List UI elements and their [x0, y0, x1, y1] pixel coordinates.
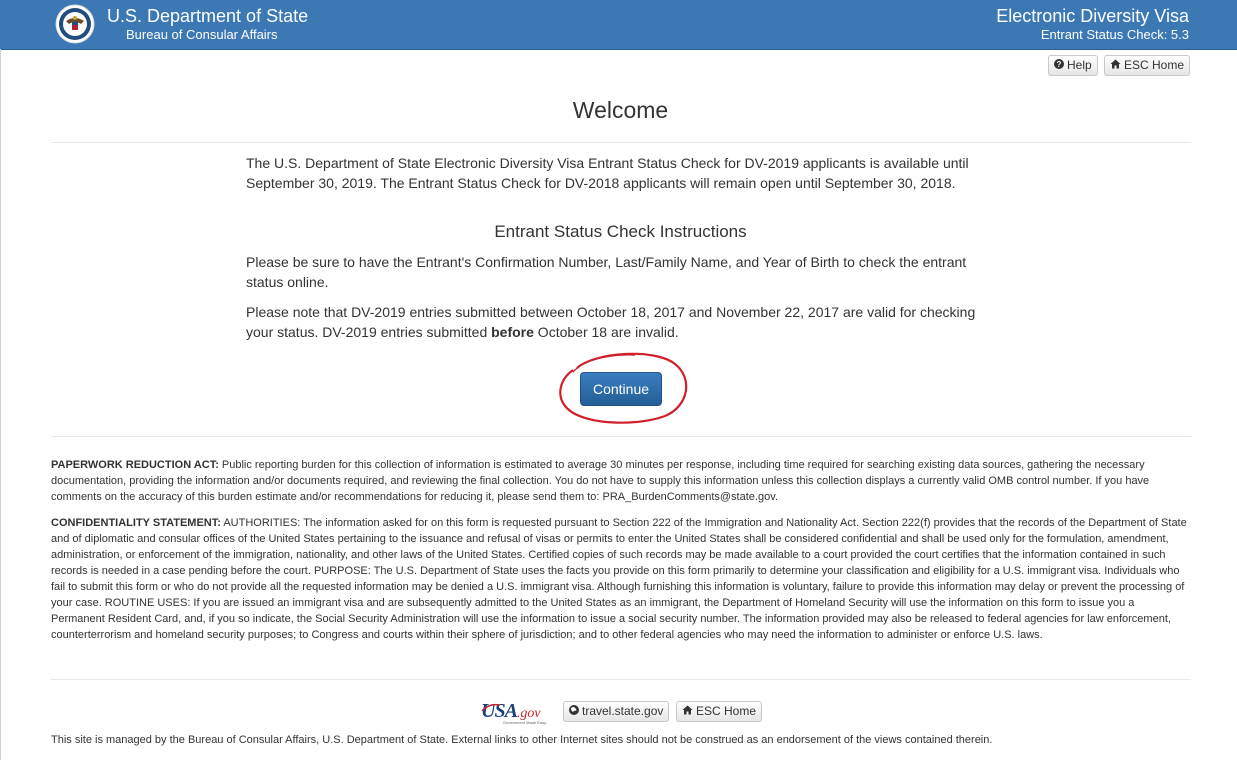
usa-gov-logo-tagline: Government Made Easy: [503, 720, 547, 725]
header-bar: [0, 0, 1237, 50]
footer-note: This site is managed by the Bureau of Consular Affairs, U.S. Department of State. External links to other Internet sites should not be construed as an endorsement of the views contained therein.: [51, 734, 993, 746]
travel-state-gov-label: travel.state.gov: [582, 704, 664, 718]
page-title: Welcome: [572, 97, 669, 123]
state-department-seal-icon[interactable]: [55, 4, 95, 44]
confidentiality-statement-text: AUTHORITIES: The information asked for on this form is requested pursuant to Section 222 of the Immigration and Nationality Act. Section 222(f) provides that the records of the Department of State and of diplomatic and consular offices of the United States pertaining to the issuance and refusal of visas or permits to enter the United States shall be considered confidential and shall be used only for the formulation, amendment, administration, or enforcement of the immigration, nationality, and other laws of the United States. Certified copies of such records may be made available to a court provided the court certifies that the information contained in such records is needed in a case pending before the court. PURPOSE: The U.S. Department of State uses the facts you provide on this form primarily to determine your classification and eligibility for a U.S. immigrant visa. Individuals who fail to submit this form or who do not provide all the requested information may be denied a U.S. immigrant visa. Although furnishing this information is voluntary, failure to provide this information may delay or prevent the processing of your case. ROUTINE USES: If you are issued an immigrant visa and are subsequently admitted to the United States as an immigrant, the Department of Homeland Security will use the information on this form to issue you a Permanent Resident Card, and, if you so indicate, the Social Security Administration will use the information to issue a social security number. The information provided may also be released to federal agencies for law enforcement, counterterrorism and homeland security purposes; to Congress and courts within their sphere of jurisdiction; and to other federal agencies who may need the information to administer or enforce U.S. laws.: [51, 517, 1187, 641]
intro-text: The U.S. Department of State Electronic Diversity Visa Entrant Status Check for DV-2019 applicants is available until September 30, 2019. The Entrant Status Check for DV-2018 applicants will remain open until September 30, 2018.: [246, 155, 969, 191]
globe-icon: [569, 703, 579, 722]
help-button-label: Help: [1067, 58, 1092, 72]
confidentiality-statement: [51, 515, 1191, 643]
instruction-text-2-part-b: October 18 are invalid.: [533, 324, 679, 340]
footer-esc-home-button[interactable]: [676, 701, 762, 722]
divider-top: [51, 142, 1191, 143]
usa-gov-logo-main: USA: [481, 700, 517, 722]
travel-state-gov-link[interactable]: [563, 701, 669, 722]
esc-home-button-label: ESC Home: [1124, 58, 1185, 72]
page-left-border: [0, 49, 1, 760]
question-circle-icon: [1054, 57, 1064, 76]
app-version: Entrant Status Check: 5.3: [1040, 27, 1189, 42]
paperwork-reduction-act: [51, 457, 1191, 505]
divider-bottom: [51, 679, 1191, 680]
usa-gov-swoosh-icon: [481, 703, 501, 713]
bureau-name: Bureau of Consular Affairs: [126, 27, 278, 42]
home-icon: [1110, 57, 1121, 76]
usa-gov-logo[interactable]: [481, 700, 559, 726]
paperwork-reduction-act-text: Public reporting burden for this collection of information is estimated to average 30 minutes per response, including time required for searching existing data sources, gathering the necessary documentation, providing the information and/or documents required, and reviewing the final collection. You do not have to supply this information unless this collection displays a currently valid OMB control number. If you have comments on the accuracy of this burden estimate and/or recommendations for reducing it, please send them to: PRA_BurdenComments@state.gov.: [51, 459, 1150, 503]
home-icon: [682, 703, 693, 722]
department-name: U.S. Department of State: [107, 6, 309, 26]
svg-text:?: ?: [1056, 60, 1062, 69]
esc-home-button[interactable]: [1104, 55, 1190, 76]
help-button[interactable]: [1048, 55, 1098, 76]
divider-middle: [51, 436, 1191, 437]
usa-gov-logo-suffix: .gov: [516, 706, 541, 721]
instruction-text-2-bold: before: [491, 324, 534, 340]
footer-esc-home-label: ESC Home: [696, 704, 757, 718]
app-name: Electronic Diversity Visa: [996, 6, 1189, 26]
continue-button[interactable]: Continue: [580, 372, 662, 406]
confidentiality-statement-heading: CONFIDENTIALITY STATEMENT:: [51, 517, 221, 529]
instruction-text-2: [246, 302, 986, 342]
instructions-heading: Entrant Status Check Instructions: [494, 222, 747, 241]
paperwork-reduction-act-heading: PAPERWORK REDUCTION ACT:: [51, 459, 219, 471]
instruction-text-2-part-a: Please note that DV-2019 entries submitted between October 18, 2017 and November 22, 2017 are valid for checking your status. DV-2019 entries submitted: [246, 304, 976, 340]
instruction-text-1: Please be sure to have the Entrant's Confirmation Number, Last/Family Name, and Year of Birth to check the entrant status online.: [246, 254, 967, 290]
